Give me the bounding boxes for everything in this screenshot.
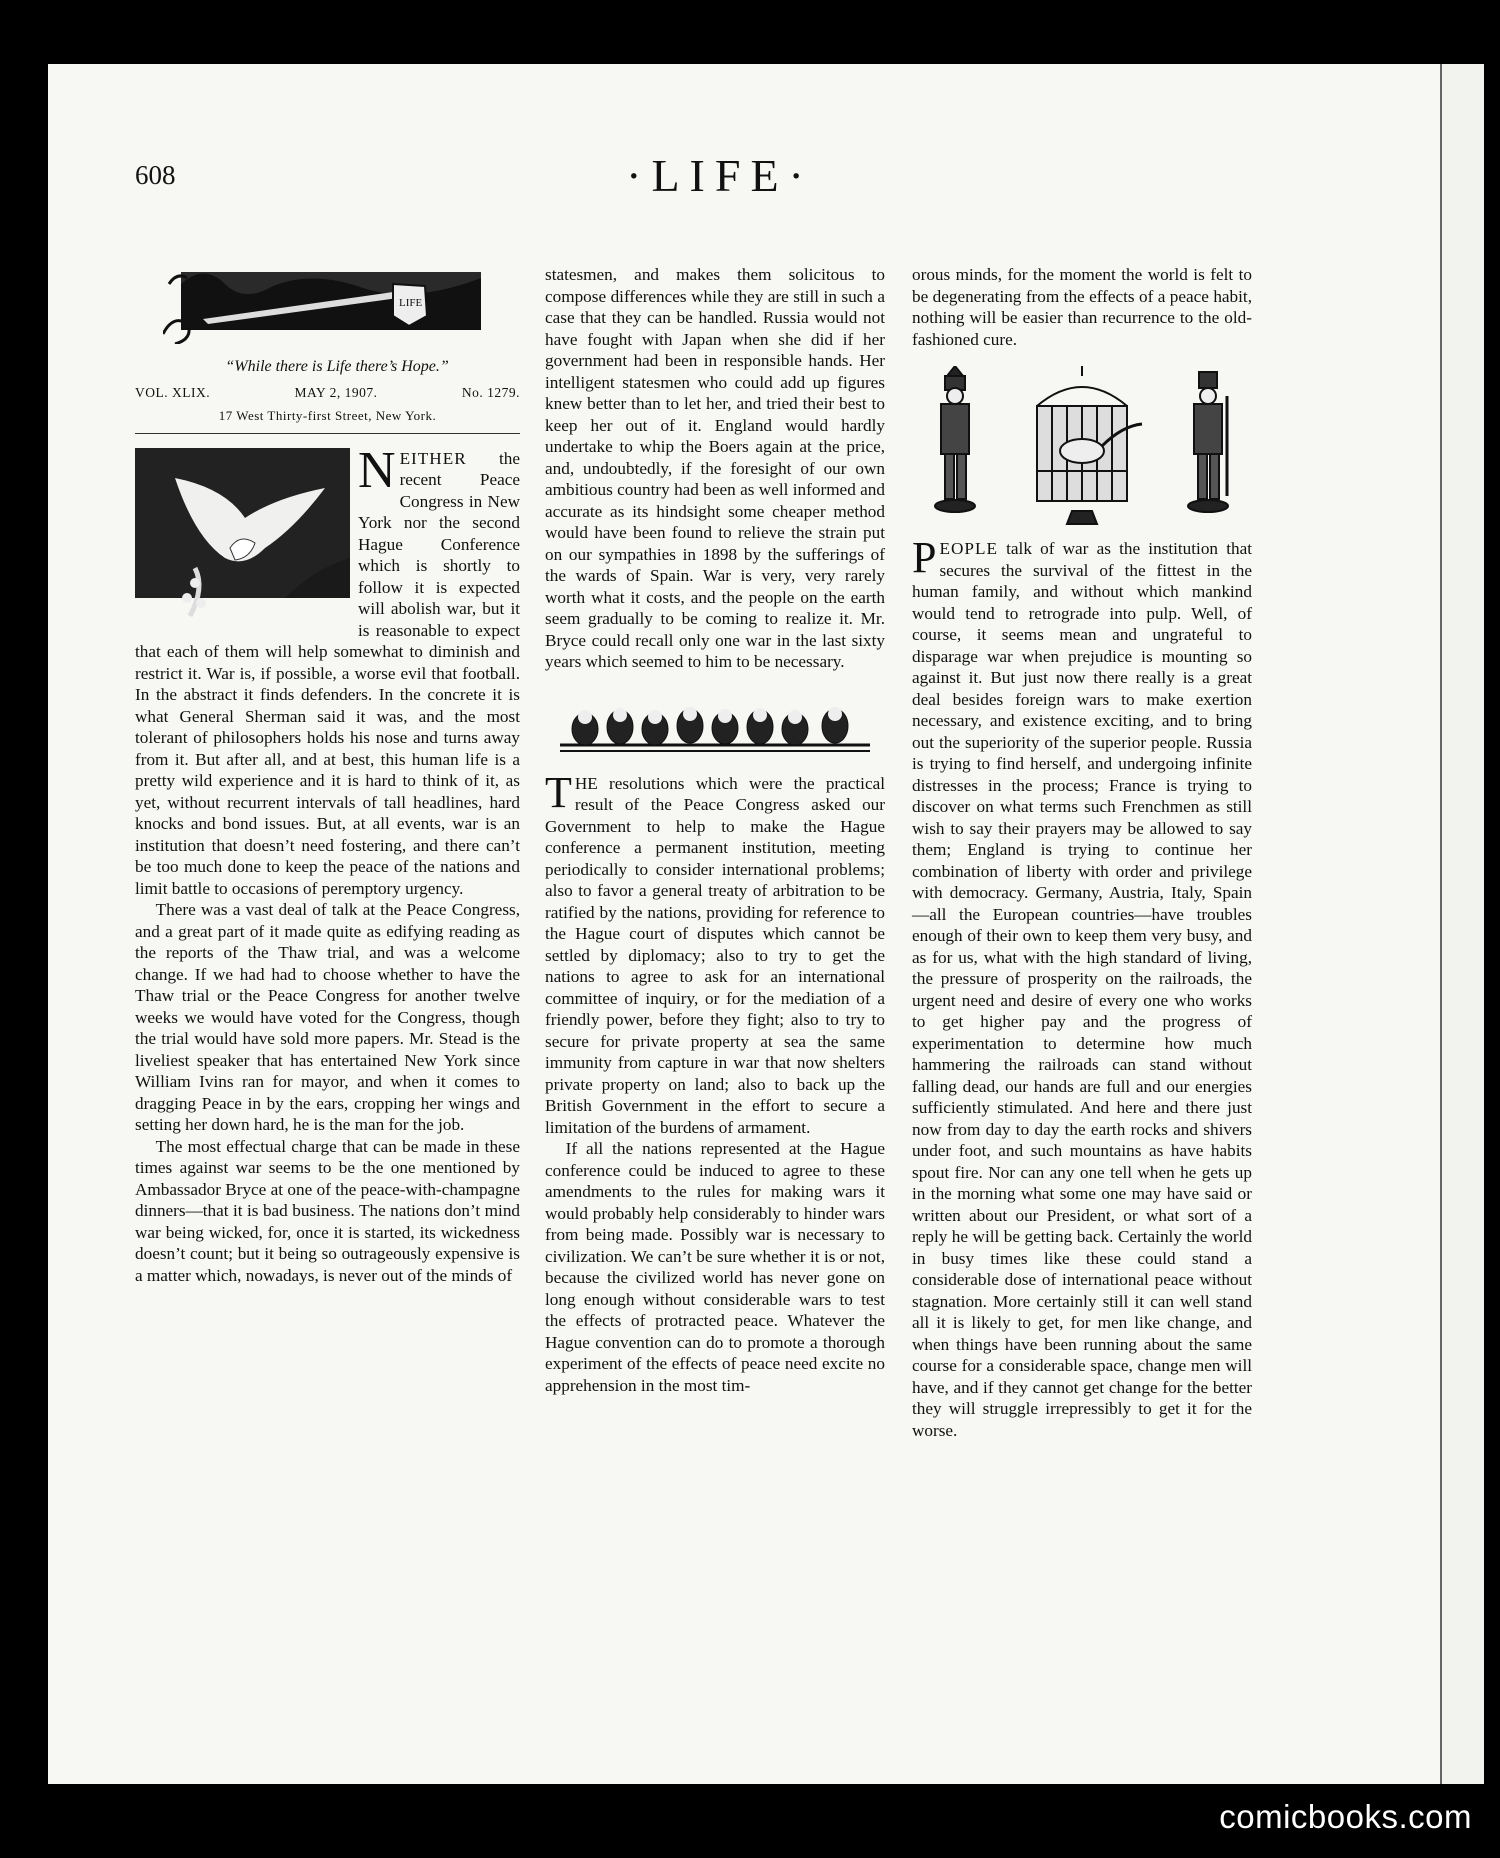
site-watermark: comicbooks.com bbox=[1219, 1798, 1472, 1835]
svg-text:LIFE: LIFE bbox=[398, 297, 422, 309]
volume-number: VOL. XLIX. bbox=[135, 384, 211, 400]
publisher-address: 17 West Thirty-first Street, New York. bbox=[135, 405, 520, 434]
volume-line bbox=[135, 382, 520, 404]
article-paragraph-4: statesmen, and makes them solicitous to compose differences while they are still in such a case that they can be handled. Russia would not have fought with Japan when she did if her government had been in responsible hands. Her intelligent statesmen who could add up figures knew better than to let her, and tried their best to keep her out of it. England would hardly undertake to whip the Boers again at the price, and, undoubtedly, if the foresight of our own ambitious country had been as well informed and accurate as its hindsight some cheaper method would have been found to relieve the strain put on our sympathies in 1898 by the sufferings of the wards of Spain. War is very, very rarely worth what it costs, and the people on the earth seem gradually to be coming to realize it. Mr. Bryce could recall only one war in the last sixty years which seemed to him to be necessary. bbox=[545, 265, 885, 671]
dove-illustration bbox=[135, 448, 350, 618]
column-2 bbox=[545, 264, 885, 1396]
article-paragraph-8: PEOPLE talk of war as the institution that secures the survival of the fittest in the human family, and without which mankind would tend to retrograde into pulp. Well, of course, it seems mean and ungrateful to disparage war when prejudice is mounting so against it. But just now there really is a great deal besides foreign wars to make exertion necessary, and existence exciting, and to bring out the superiority of the superior people. Russia is trying to find herself, and undergoing infinite distresses in the process; France is trying to discover on what terms such Frenchmen as still wish to say their prayers may be allowed to say them; England is trying to continue her combination of liberty with order and privilege with democracy. Germany, Austria, Italy, Spain—all the European countries—have troubles enough of their own to keep them very busy, and as for us, what with the high standard of living, the pressure of prosperity on the railroads, the urgent need and desire of every one who works to get higher pay and the progress of experimentation to determine how much hammering the railroads can stand without falling dead, our hands are full and our energies sufficiently stimulated. And here and there just now from day to day the earth rocks and shivers under foot, and such mountains as have habits spout fire. Nor can any one tell when he gets up in the morning what some one may have said or written about our President, or what sort of a reply he will be getting back. Certainly the world in busy times like these could stand a considerable dose of international peace without stagnation. More certainly still it can well stand all it is likely to get, for men like change, and when things have been running about the same course for a considerable space, change men will have, and if they cannot get change for the better they will struggle irrepressibly to get it for the worse. bbox=[912, 533, 1252, 1440]
drop-cap: T bbox=[545, 767, 572, 817]
issue-date: MAY 2, 1907. bbox=[294, 384, 378, 400]
masthead-title: ·LIFE· bbox=[626, 150, 814, 201]
column-1 bbox=[135, 264, 520, 1286]
motto: “While there is Life there’s Hope.” bbox=[225, 358, 449, 375]
column-3 bbox=[912, 264, 1252, 1441]
life-banner-illustration bbox=[163, 264, 493, 344]
birds-on-wire-illustration bbox=[550, 689, 880, 759]
article-paragraph-5: THE resolutions which were the practical result of the Peace Congress asked our Government to help to make the Hague conference a permanent institution, meeting periodically to consider international problems; also to favor a general treaty of arbitration to be ratified by the nations, providing for reference to the Hague court of disputes which cannot be settled by diplomacy; also to try to get the nations to agree to ask for an international committee of inquiry, or for the mediation of a friendly power, before they fight; also to try to secure for private property at sea the same immunity from capture in war that now shelters private property on land; also to back up the British Government in the effort to secure a limitation of the burdens of armament. bbox=[545, 767, 885, 1137]
page-number: 608 bbox=[135, 160, 176, 190]
issue-number: No. 1279. bbox=[461, 384, 520, 400]
facing-page-edge bbox=[1440, 64, 1484, 1784]
article-paragraph-1: NEITHER the recent Peace Congress in New York nor the second Hague Conference which is shortly to follow it is expected will abolish war, but it is reasonable to expect that each of them will help somewhat to diminish and restrict it. War is, if possible, a worse evil that football. In the abstract it finds defenders. In the concrete it is what General Sherman said it was, and the most tolerant of philosophers holds his nose and turns away from it. But after all, and at best, this human life is a pretty wild experience and it is hard to think of it, as yet, without recurrent intervals of tall headlines, hard knocks and bond issues. But, at all events, war is an institution that doesn’t need fostering, and there can’t be too much done to keep the peace of the nations and limit battle to occasions of peremptory urgency. bbox=[135, 441, 520, 898]
soldiers-and-birdcage-illustration bbox=[917, 366, 1247, 526]
drop-cap: N bbox=[358, 441, 396, 499]
article-paragraph-7: orous minds, for the moment the world is felt to be degenerating from the effects of a peace habit, nothing will be easier than recurrence to the old-fashioned cure. bbox=[912, 265, 1252, 349]
article-paragraph-6: If all the nations represented at the Hague conference could be induced to agree to these amendments to the rules for making wars it would probably help considerably to hinder wars from being made. Possibly war is necessary to civilization. We can’t be sure whether it is or not, because the civilized world has never gone on long enough without considerable wars to test the effects of protracted peace. Whatever the Hague convention can do to promote a thorough experiment of the effects of peace need excite no apprehension in the most tim- bbox=[545, 1139, 885, 1395]
drop-cap: P bbox=[912, 533, 937, 582]
article-paragraph-2: There was a vast deal of talk at the Peace Congress, and a great part of it made quite as edifying reading as the reports of the Thaw trial, and was a welcome change. If we had had to choose whether to have the Thaw trial or the Peace Congress for another twelve weeks we would have voted for the Congress, though the trial would have sold more papers. Mr. Stead is the liveliest speaker that has entertained New York since William Ivins ran for mayor, and when it comes to dragging Peace in by the ears, cropping her wings and setting her down hard, he is the man for the job. bbox=[135, 900, 520, 1134]
article-paragraph-3: The most effectual charge that can be made in these times against war seems to be the one mentioned by Ambassador Bryce at one of the peace-with-champagne dinners—that it is bad business. The nations don’t mind war being wicked, for, once it is started, its wickedness doesn’t count; but it being so outrageously expensive is a matter which, nowadays, is never out of the minds of bbox=[135, 1136, 520, 1285]
